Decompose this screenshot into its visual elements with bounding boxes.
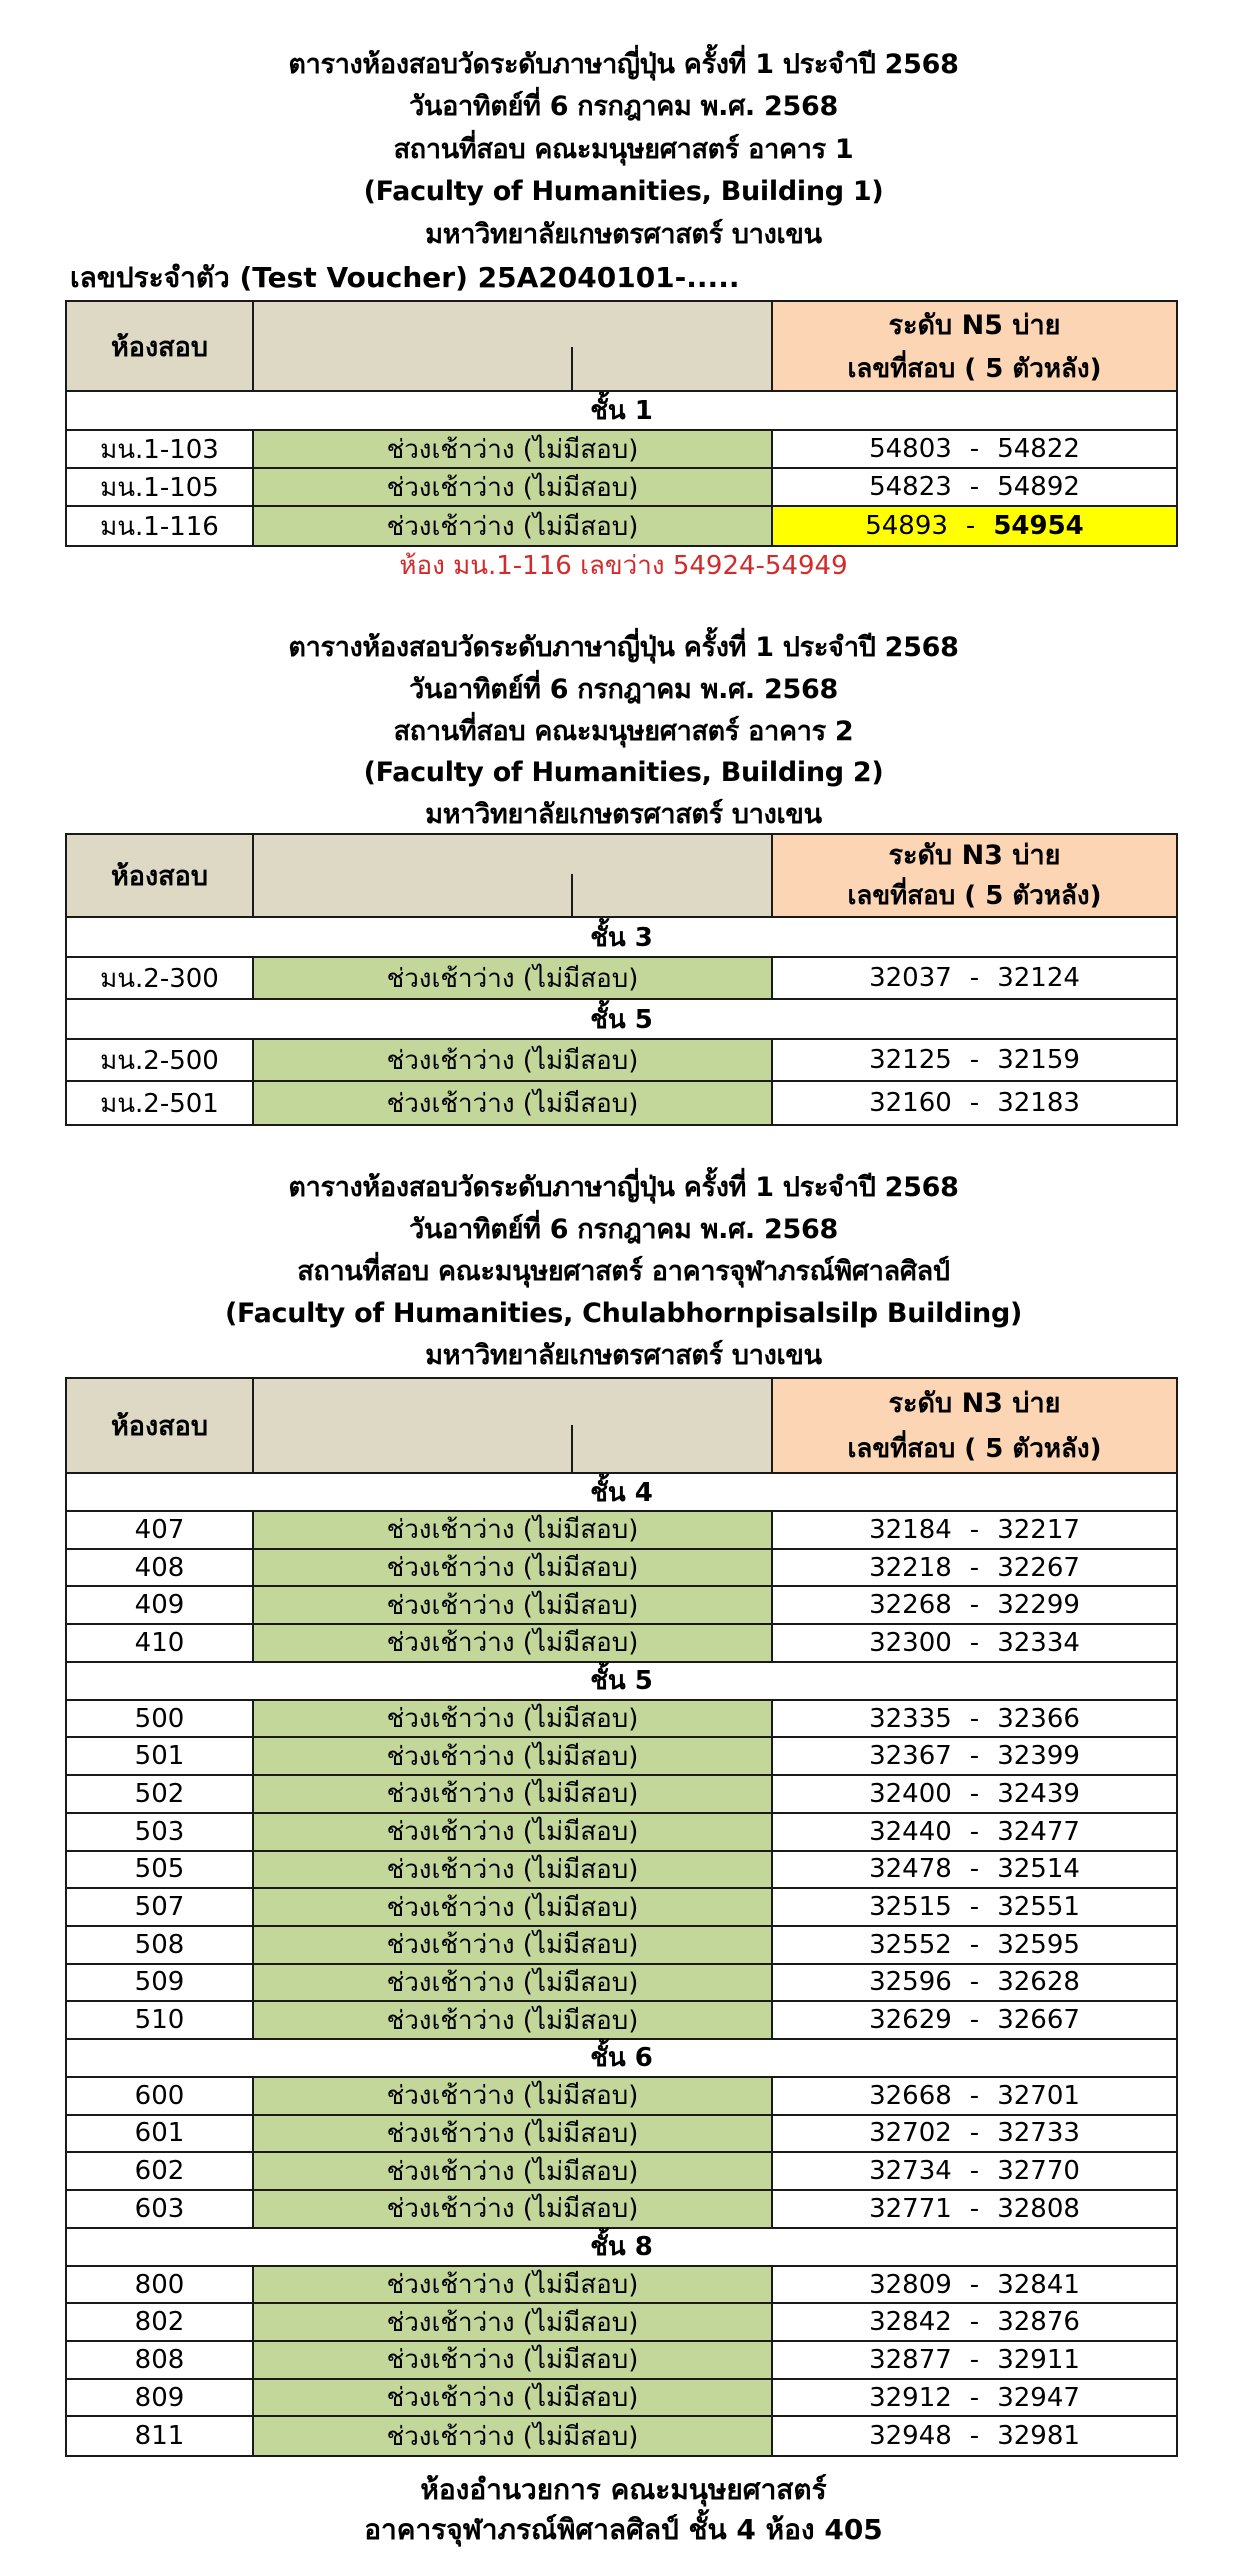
room-table (65, 833, 1178, 1126)
room-name: มน.1-103 (67, 431, 254, 467)
range-start: 32596 (869, 1967, 952, 1998)
seat-number-range (773, 958, 1176, 998)
morning-slot-status: ช่วงเช้าว่าง (ไม่มีสอบ) (254, 1512, 773, 1548)
range-start: 32300 (869, 1627, 952, 1658)
range-separator: - (969, 963, 980, 993)
seat-number-range (773, 2267, 1176, 2303)
range-start: 32037 (869, 963, 952, 993)
floor-label: ชั้น 5 (67, 1663, 1176, 1701)
room-name: มน.1-116 (67, 507, 254, 545)
table-row (67, 2342, 1176, 2380)
schedule-title: ตารางห้องสอบวัดระดับภาษาญี่ปุ่น ครั้งที่ 1 ประจำปี 2568 (288, 632, 959, 663)
room-name: 500 (67, 1701, 254, 1737)
range-start: 32268 (869, 1590, 952, 1621)
table-row (67, 1040, 1176, 1082)
seat-number-range (773, 2380, 1176, 2416)
morning-slot-status: ช่วงเช้าว่าง (ไม่มีสอบ) (254, 469, 773, 505)
range-separator: - (969, 1816, 980, 1847)
room-name: 809 (67, 2380, 254, 2416)
seat-number-range (773, 1776, 1176, 1812)
morning-slot-status: ช่วงเช้าว่าง (ไม่มีสอบ) (254, 1965, 773, 2001)
seat-number-range (773, 2417, 1176, 2455)
room-name: 808 (67, 2342, 254, 2378)
headquarters-room: ห้องอำนวยการ คณะมนุษยศาสตร์ (420, 2473, 827, 2506)
room-name: 502 (67, 1776, 254, 1812)
seat-number-range (773, 1082, 1176, 1124)
range-end: 32124 (997, 963, 1080, 993)
table-row (67, 1927, 1176, 1965)
header-room: ห้องสอบ (67, 1379, 254, 1472)
range-end: 32981 (997, 2421, 1080, 2452)
seat-number-range (773, 2304, 1176, 2340)
morning-slot-status: ช่วงเช้าว่าง (ไม่มีสอบ) (254, 1550, 773, 1586)
room-name: 800 (67, 2267, 254, 2303)
seat-number-range (773, 469, 1176, 505)
table-row (67, 1550, 1176, 1588)
exam-date: วันอาทิตย์ที่ 6 กรกฎาคม พ.ศ. 2568 (409, 91, 838, 122)
morning-slot-status: ช่วงเช้าว่าง (ไม่มีสอบ) (254, 2153, 773, 2189)
range-separator: - (969, 472, 980, 502)
room-table (65, 300, 1178, 547)
morning-slot-status: ช่วงเช้าว่าง (ไม่มีสอบ) (254, 1889, 773, 1925)
room-table (65, 1377, 1178, 2457)
range-end: 32911 (997, 2344, 1080, 2375)
range-end: 32399 (997, 1741, 1080, 1772)
table-header (67, 1379, 1176, 1474)
university-name: มหาวิทยาลัยเกษตรศาสตร์ บางเขน (425, 799, 822, 830)
range-start: 32771 (869, 2193, 952, 2224)
range-start: 32809 (869, 2269, 952, 2300)
range-end: 32876 (997, 2307, 1080, 2338)
header-seat-numbers: เลขที่สอบ ( 5 ตัวหลัง) (773, 1425, 1176, 1472)
header-blank-top (254, 835, 773, 876)
range-separator: - (969, 2269, 980, 2300)
range-end: 54822 (997, 434, 1080, 464)
room-name: 509 (67, 1965, 254, 2001)
university-name: มหาวิทยาลัยเกษตรศาสตร์ บางเขน (425, 1340, 822, 1371)
range-separator: - (969, 1929, 980, 1960)
seat-number-range (773, 2191, 1176, 2227)
headquarters-location: อาคารจุฬาภรณ์พิศาลศิลป์ ชั้น 4 ห้อง 405 (364, 2513, 883, 2546)
range-separator: - (965, 511, 976, 541)
range-separator: - (969, 2382, 980, 2413)
range-start: 32702 (869, 2118, 952, 2149)
table-row (67, 1512, 1176, 1550)
seat-number-range (773, 1852, 1176, 1888)
floor-label: ชั้น 3 (67, 918, 1176, 958)
morning-slot-status: ช่วงเช้าว่าง (ไม่มีสอบ) (254, 1040, 773, 1080)
range-end: 32667 (997, 2005, 1080, 2036)
header-level: ระดับ N3 บ่าย (773, 1379, 1176, 1427)
table-row (67, 2002, 1176, 2040)
range-separator: - (969, 434, 980, 464)
table-row (67, 2191, 1176, 2229)
room-name: 407 (67, 1512, 254, 1548)
range-separator: - (969, 1514, 980, 1545)
seat-number-range (773, 1889, 1176, 1925)
floor-label: ชั้น 6 (67, 2040, 1176, 2078)
seat-number-range (773, 2078, 1176, 2114)
room-name: 505 (67, 1852, 254, 1888)
range-end: 32841 (997, 2269, 1080, 2300)
room-name: 503 (67, 1814, 254, 1850)
range-start: 32184 (869, 1514, 952, 1545)
header-seat-numbers: เลขที่สอบ ( 5 ตัวหลัง) (773, 347, 1176, 390)
range-start: 32218 (869, 1552, 952, 1583)
range-start: 32160 (869, 1088, 952, 1118)
exam-venue: สถานที่สอบ คณะมนุษยศาสตร์ อาคาร 1 (393, 134, 854, 165)
morning-slot-status: ช่วงเช้าว่าง (ไม่มีสอบ) (254, 431, 773, 467)
range-start: 32440 (869, 1816, 952, 1847)
morning-slot-status: ช่วงเช้าว่าง (ไม่มีสอบ) (254, 2116, 773, 2152)
room-name: 508 (67, 1927, 254, 1963)
morning-slot-status: ช่วงเช้าว่าง (ไม่มีสอบ) (254, 2417, 773, 2455)
table-row (67, 1082, 1176, 1124)
range-end: 54954 (993, 511, 1084, 541)
table-row (67, 2304, 1176, 2342)
room-name: 601 (67, 2116, 254, 2152)
range-start: 32877 (869, 2344, 952, 2375)
schedule-title: ตารางห้องสอบวัดระดับภาษาญี่ปุ่น ครั้งที่ 1 ประจำปี 2568 (288, 1172, 959, 1203)
table-row (67, 1814, 1176, 1852)
range-end: 32334 (997, 1627, 1080, 1658)
range-end: 32514 (997, 1854, 1080, 1885)
table-row (67, 431, 1176, 469)
seat-number-range (773, 1587, 1176, 1623)
exam-venue-english: (Faculty of Humanities, Building 1) (363, 176, 884, 207)
exam-venue-english: (Faculty of Humanities, Building 2) (363, 757, 884, 788)
table-header (67, 302, 1176, 392)
seat-number-range (773, 1814, 1176, 1850)
university-name: มหาวิทยาลัยเกษตรศาสตร์ บางเขน (425, 219, 822, 250)
room-name: 603 (67, 2191, 254, 2227)
range-end: 32770 (997, 2156, 1080, 2187)
floor-label: ชั้น 1 (67, 392, 1176, 431)
range-end: 32267 (997, 1552, 1080, 1583)
seat-number-range (773, 1550, 1176, 1586)
range-separator: - (969, 1967, 980, 1998)
morning-slot-status: ช่วงเช้าว่าง (ไม่มีสอบ) (254, 2267, 773, 2303)
range-separator: - (969, 2156, 980, 2187)
range-start: 32515 (869, 1892, 952, 1923)
morning-slot-status: ช่วงเช้าว่าง (ไม่มีสอบ) (254, 2191, 773, 2227)
morning-slot-status: ช่วงเช้าว่าง (ไม่มีสอบ) (254, 1927, 773, 1963)
morning-slot-status: ช่วงเช้าว่าง (ไม่มีสอบ) (254, 507, 773, 545)
range-end: 32439 (997, 1778, 1080, 1809)
header-blank-bottom-left (254, 347, 573, 390)
schedule-title: ตารางห้องสอบวัดระดับภาษาญี่ปุ่น ครั้งที่ 1 ประจำปี 2568 (288, 49, 959, 80)
header-blank-bottom-right (573, 1425, 773, 1472)
room-name: 410 (67, 1625, 254, 1661)
exam-date: วันอาทิตย์ที่ 6 กรกฎาคม พ.ศ. 2568 (409, 1214, 838, 1245)
table-row (67, 507, 1176, 545)
range-end: 32628 (997, 1967, 1080, 1998)
table-row (67, 2116, 1176, 2154)
table-row (67, 1701, 1176, 1739)
range-start: 54823 (869, 472, 952, 502)
range-separator: - (969, 1778, 980, 1809)
floor-label: ชั้น 8 (67, 2229, 1176, 2267)
range-end: 32701 (997, 2080, 1080, 2111)
range-separator: - (969, 1590, 980, 1621)
range-separator: - (969, 2307, 980, 2338)
range-separator: - (969, 2344, 980, 2375)
table-row (67, 2078, 1176, 2116)
range-start: 32912 (869, 2382, 952, 2413)
seat-number-range (773, 1927, 1176, 1963)
table-row (67, 1852, 1176, 1890)
range-separator: - (969, 2193, 980, 2224)
table-row (67, 958, 1176, 1000)
range-start: 32842 (869, 2307, 952, 2338)
header-blank-bottom-left (254, 1425, 573, 1472)
table-row (67, 2417, 1176, 2455)
morning-slot-status: ช่วงเช้าว่าง (ไม่มีสอบ) (254, 2380, 773, 2416)
range-separator: - (969, 2118, 980, 2149)
room-name: มน.2-501 (67, 1082, 254, 1124)
header-blank-top (254, 302, 773, 349)
header-level: ระดับ N3 บ่าย (773, 835, 1176, 876)
table-row (67, 1587, 1176, 1625)
range-start: 32125 (869, 1045, 952, 1075)
range-end: 32595 (997, 1929, 1080, 1960)
room-name: 409 (67, 1587, 254, 1623)
table-row (67, 1776, 1176, 1814)
seat-number-range (773, 431, 1176, 467)
header-level: ระดับ N5 บ่าย (773, 302, 1176, 349)
room-name: มน.2-500 (67, 1040, 254, 1080)
range-start: 54893 (865, 511, 948, 541)
room-name: มน.2-300 (67, 958, 254, 998)
table-row (67, 2380, 1176, 2418)
range-start: 32668 (869, 2080, 952, 2111)
table-header (67, 835, 1176, 918)
range-start: 32948 (869, 2421, 952, 2452)
range-end: 32366 (997, 1703, 1080, 1734)
range-end: 32299 (997, 1590, 1080, 1621)
seat-number-range (773, 2002, 1176, 2038)
range-separator: - (969, 1703, 980, 1734)
range-end: 32183 (997, 1088, 1080, 1118)
seat-number-range (773, 1965, 1176, 2001)
header-room: ห้องสอบ (67, 302, 254, 390)
seat-number-range (773, 1512, 1176, 1548)
table-row (67, 1738, 1176, 1776)
table-row (67, 1965, 1176, 2003)
morning-slot-status: ช่วงเช้าว่าง (ไม่มีสอบ) (254, 1625, 773, 1661)
seat-number-range (773, 2116, 1176, 2152)
table-row (67, 469, 1176, 507)
room-name: 507 (67, 1889, 254, 1925)
header-blank-bottom-right (573, 874, 773, 916)
seat-number-range (773, 2153, 1176, 2189)
range-separator: - (969, 1045, 980, 1075)
range-start: 32552 (869, 1929, 952, 1960)
seat-number-range (773, 1040, 1176, 1080)
morning-slot-status: ช่วงเช้าว่าง (ไม่มีสอบ) (254, 1852, 773, 1888)
range-separator: - (969, 1627, 980, 1658)
seat-number-range (773, 1701, 1176, 1737)
seat-number-range (773, 1738, 1176, 1774)
range-start: 54803 (869, 434, 952, 464)
morning-slot-status: ช่วงเช้าว่าง (ไม่มีสอบ) (254, 2304, 773, 2340)
exam-venue: สถานที่สอบ คณะมนุษยศาสตร์ อาคาร 2 (393, 716, 854, 747)
range-separator: - (969, 1892, 980, 1923)
range-end: 32808 (997, 2193, 1080, 2224)
floor-label: ชั้น 4 (67, 1474, 1176, 1512)
morning-slot-status: ช่วงเช้าว่าง (ไม่มีสอบ) (254, 2342, 773, 2378)
table-row (67, 2267, 1176, 2305)
room-name: 408 (67, 1550, 254, 1586)
range-start: 32367 (869, 1741, 952, 1772)
range-end: 32551 (997, 1892, 1080, 1923)
morning-slot-status: ช่วงเช้าว่าง (ไม่มีสอบ) (254, 2078, 773, 2114)
floor-label: ชั้น 5 (67, 1000, 1176, 1040)
room-name: มน.1-105 (67, 469, 254, 505)
table-row (67, 1889, 1176, 1927)
range-separator: - (969, 1854, 980, 1885)
morning-slot-status: ช่วงเช้าว่าง (ไม่มีสอบ) (254, 1082, 773, 1124)
room-name: 510 (67, 2002, 254, 2038)
exam-venue-english: (Faculty of Humanities, Chulabhornpisalsilp Building) (224, 1298, 1023, 1329)
morning-slot-status: ช่วงเช้าว่าง (ไม่มีสอบ) (254, 2002, 773, 2038)
seat-number-range (773, 2342, 1176, 2378)
morning-slot-status: ช่วงเช้าว่าง (ไม่มีสอบ) (254, 1587, 773, 1623)
room-name: 811 (67, 2417, 254, 2455)
range-end: 32217 (997, 1514, 1080, 1545)
range-end: 32733 (997, 2118, 1080, 2149)
room-name: 602 (67, 2153, 254, 2189)
morning-slot-status: ช่วงเช้าว่าง (ไม่มีสอบ) (254, 1776, 773, 1812)
range-end: 32159 (997, 1045, 1080, 1075)
test-voucher-label: เลขประจำตัว (Test Voucher) 25A2040101-..... (70, 261, 740, 294)
exam-date: วันอาทิตย์ที่ 6 กรกฎาคม พ.ศ. 2568 (409, 674, 838, 705)
exam-venue: สถานที่สอบ คณะมนุษยศาสตร์ อาคารจุฬาภรณ์พิศาลศิลป์ (297, 1256, 950, 1287)
room-name: 802 (67, 2304, 254, 2340)
range-separator: - (969, 1552, 980, 1583)
room-name: 501 (67, 1738, 254, 1774)
table-row (67, 1625, 1176, 1663)
range-separator: - (969, 2421, 980, 2452)
range-start: 32629 (869, 2005, 952, 2036)
range-separator: - (969, 2080, 980, 2111)
range-start: 32478 (869, 1854, 952, 1885)
seat-number-range (773, 1625, 1176, 1661)
morning-slot-status: ช่วงเช้าว่าง (ไม่มีสอบ) (254, 1738, 773, 1774)
range-end: 32947 (997, 2382, 1080, 2413)
header-blank-top (254, 1379, 773, 1427)
room-name: 600 (67, 2078, 254, 2114)
range-separator: - (969, 1741, 980, 1772)
range-start: 32734 (869, 2156, 952, 2187)
range-separator: - (969, 1088, 980, 1118)
table-row (67, 2153, 1176, 2191)
range-start: 32400 (869, 1778, 952, 1809)
morning-slot-status: ช่วงเช้าว่าง (ไม่มีสอบ) (254, 958, 773, 998)
morning-slot-status: ช่วงเช้าว่าง (ไม่มีสอบ) (254, 1701, 773, 1737)
vacant-numbers-note: ห้อง มน.1-116 เลขว่าง 54924-54949 (399, 551, 848, 581)
range-end: 32477 (997, 1816, 1080, 1847)
header-room: ห้องสอบ (67, 835, 254, 916)
header-blank-bottom-right (573, 347, 773, 390)
range-separator: - (969, 2005, 980, 2036)
seat-number-range (773, 507, 1176, 545)
range-end: 54892 (997, 472, 1080, 502)
header-blank-bottom-left (254, 874, 573, 916)
header-seat-numbers: เลขที่สอบ ( 5 ตัวหลัง) (773, 874, 1176, 916)
range-start: 32335 (869, 1703, 952, 1734)
morning-slot-status: ช่วงเช้าว่าง (ไม่มีสอบ) (254, 1814, 773, 1850)
